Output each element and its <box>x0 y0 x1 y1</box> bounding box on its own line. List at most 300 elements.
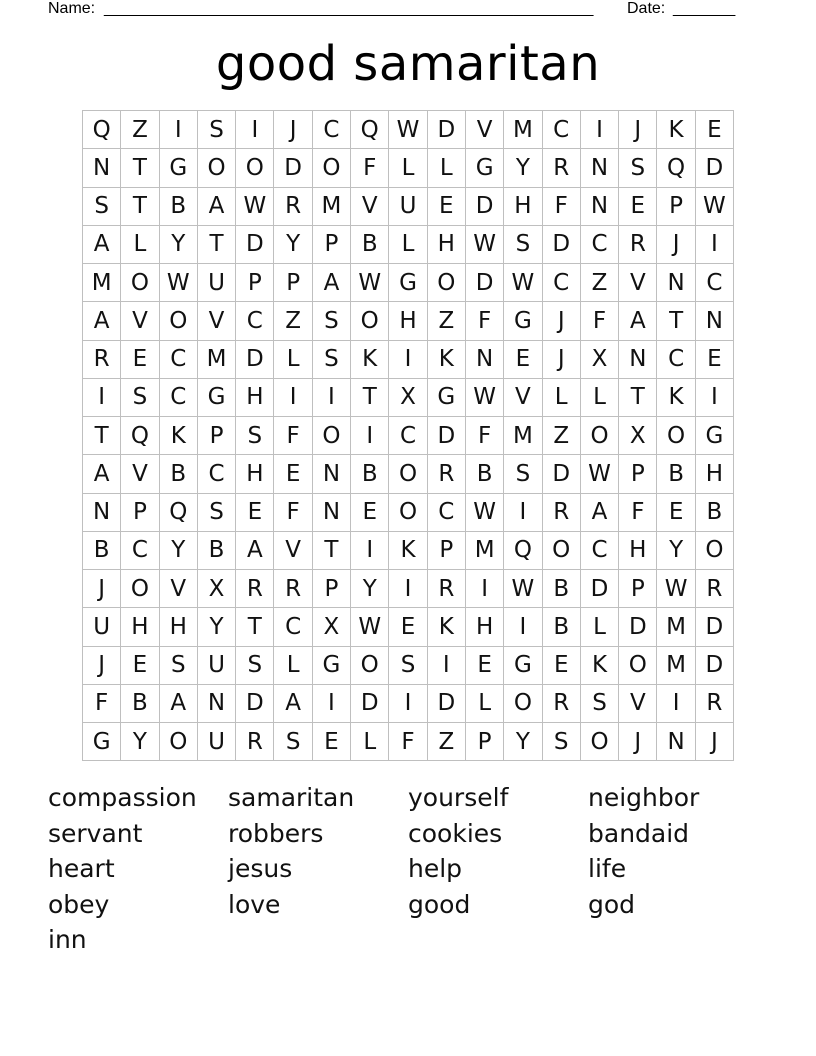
grid-cell[interactable]: W <box>466 494 504 532</box>
grid-cell[interactable]: E <box>657 494 695 532</box>
grid-cell[interactable]: V <box>198 302 236 340</box>
grid-cell[interactable]: L <box>274 341 312 379</box>
grid-cell[interactable]: F <box>619 494 657 532</box>
grid-cell[interactable]: R <box>543 494 581 532</box>
grid-cell[interactable]: Y <box>657 532 695 570</box>
grid-cell[interactable]: C <box>160 341 198 379</box>
grid-cell[interactable]: P <box>236 264 274 302</box>
grid-cell[interactable]: B <box>198 532 236 570</box>
grid-cell[interactable]: I <box>389 570 427 608</box>
grid-cell[interactable]: S <box>389 647 427 685</box>
grid-cell[interactable]: Z <box>121 111 159 149</box>
grid-cell[interactable]: W <box>351 264 389 302</box>
grid-cell[interactable]: N <box>466 341 504 379</box>
grid-cell[interactable]: I <box>351 532 389 570</box>
grid-cell[interactable]: L <box>389 149 427 187</box>
grid-cell[interactable]: V <box>351 188 389 226</box>
grid-cell[interactable]: B <box>543 570 581 608</box>
grid-cell[interactable]: I <box>696 226 734 264</box>
grid-cell[interactable]: A <box>83 226 121 264</box>
grid-cell[interactable]: W <box>466 379 504 417</box>
grid-cell[interactable]: I <box>313 379 351 417</box>
grid-cell[interactable]: B <box>351 455 389 493</box>
grid-cell[interactable]: H <box>121 608 159 646</box>
grid-cell[interactable]: F <box>274 417 312 455</box>
grid-cell[interactable]: E <box>696 111 734 149</box>
grid-cell[interactable]: M <box>198 341 236 379</box>
grid-cell[interactable]: O <box>313 417 351 455</box>
grid-cell[interactable]: W <box>696 188 734 226</box>
grid-cell[interactable]: M <box>504 417 542 455</box>
grid-cell[interactable]: S <box>504 455 542 493</box>
grid-cell[interactable]: N <box>696 302 734 340</box>
grid-cell[interactable]: I <box>657 685 695 723</box>
grid-cell[interactable]: V <box>160 570 198 608</box>
grid-cell[interactable]: P <box>619 570 657 608</box>
grid-cell[interactable]: D <box>619 608 657 646</box>
grid-cell[interactable]: T <box>121 188 159 226</box>
grid-cell[interactable]: A <box>274 685 312 723</box>
grid-cell[interactable]: Y <box>351 570 389 608</box>
grid-cell[interactable]: V <box>619 264 657 302</box>
grid-cell[interactable]: C <box>236 302 274 340</box>
grid-cell[interactable]: V <box>121 302 159 340</box>
grid-cell[interactable]: O <box>581 723 619 761</box>
grid-cell[interactable]: U <box>198 647 236 685</box>
grid-cell[interactable]: R <box>543 685 581 723</box>
grid-cell[interactable]: V <box>504 379 542 417</box>
grid-cell[interactable]: U <box>198 723 236 761</box>
grid-cell[interactable]: P <box>428 532 466 570</box>
grid-cell[interactable]: D <box>351 685 389 723</box>
grid-cell[interactable]: Y <box>504 149 542 187</box>
grid-cell[interactable]: C <box>121 532 159 570</box>
grid-cell[interactable]: D <box>428 111 466 149</box>
grid-cell[interactable]: A <box>160 685 198 723</box>
grid-cell[interactable]: H <box>236 455 274 493</box>
grid-cell[interactable]: L <box>581 608 619 646</box>
grid-cell[interactable]: Q <box>657 149 695 187</box>
grid-cell[interactable]: L <box>351 723 389 761</box>
grid-cell[interactable]: L <box>428 149 466 187</box>
grid-cell[interactable]: S <box>504 226 542 264</box>
grid-cell[interactable]: P <box>657 188 695 226</box>
grid-cell[interactable]: H <box>466 608 504 646</box>
grid-cell[interactable]: R <box>236 723 274 761</box>
grid-cell[interactable]: Y <box>274 226 312 264</box>
grid-cell[interactable]: R <box>236 570 274 608</box>
grid-cell[interactable]: O <box>657 417 695 455</box>
grid-cell[interactable]: O <box>351 302 389 340</box>
grid-cell[interactable]: R <box>274 570 312 608</box>
grid-cell[interactable]: Y <box>198 608 236 646</box>
grid-cell[interactable]: C <box>274 608 312 646</box>
grid-cell[interactable]: T <box>236 608 274 646</box>
grid-cell[interactable]: X <box>389 379 427 417</box>
grid-cell[interactable]: Y <box>160 226 198 264</box>
grid-cell[interactable]: C <box>428 494 466 532</box>
grid-cell[interactable]: T <box>83 417 121 455</box>
grid-cell[interactable]: X <box>619 417 657 455</box>
grid-cell[interactable]: D <box>696 608 734 646</box>
grid-cell[interactable]: W <box>351 608 389 646</box>
grid-cell[interactable]: X <box>198 570 236 608</box>
grid-cell[interactable]: A <box>198 188 236 226</box>
grid-cell[interactable]: G <box>198 379 236 417</box>
grid-cell[interactable]: J <box>274 111 312 149</box>
grid-cell[interactable]: D <box>466 264 504 302</box>
grid-cell[interactable]: S <box>121 379 159 417</box>
grid-cell[interactable]: F <box>466 417 504 455</box>
grid-cell[interactable]: P <box>121 494 159 532</box>
grid-cell[interactable]: I <box>389 685 427 723</box>
grid-cell[interactable]: Z <box>428 723 466 761</box>
grid-cell[interactable]: A <box>83 455 121 493</box>
grid-cell[interactable]: I <box>581 111 619 149</box>
word-bank-item: heart <box>48 854 115 883</box>
grid-cell[interactable]: W <box>657 570 695 608</box>
grid-cell[interactable]: E <box>313 723 351 761</box>
grid-cell[interactable]: K <box>657 111 695 149</box>
grid-cell[interactable]: D <box>236 226 274 264</box>
grid-cell[interactable]: B <box>543 608 581 646</box>
grid-cell[interactable]: E <box>121 341 159 379</box>
grid-cell[interactable]: O <box>198 149 236 187</box>
grid-cell[interactable]: F <box>351 149 389 187</box>
grid-cell[interactable]: W <box>160 264 198 302</box>
grid-cell[interactable]: L <box>389 226 427 264</box>
grid-cell[interactable]: T <box>657 302 695 340</box>
grid-cell[interactable]: C <box>160 379 198 417</box>
grid-cell[interactable]: O <box>696 532 734 570</box>
grid-cell[interactable]: S <box>543 723 581 761</box>
grid-cell[interactable]: L <box>121 226 159 264</box>
grid-cell[interactable]: S <box>581 685 619 723</box>
grid-cell[interactable]: H <box>236 379 274 417</box>
grid-cell[interactable]: M <box>466 532 504 570</box>
grid-cell[interactable]: P <box>274 264 312 302</box>
grid-cell[interactable]: D <box>274 149 312 187</box>
grid-cell[interactable]: C <box>581 226 619 264</box>
grid-cell[interactable]: E <box>428 188 466 226</box>
grid-cell[interactable]: S <box>619 149 657 187</box>
grid-cell[interactable]: H <box>619 532 657 570</box>
grid-cell[interactable]: S <box>236 647 274 685</box>
grid-cell[interactable]: Z <box>274 302 312 340</box>
grid-cell[interactable]: E <box>619 188 657 226</box>
grid-cell[interactable]: C <box>581 532 619 570</box>
grid-cell[interactable]: Q <box>351 111 389 149</box>
grid-cell[interactable]: B <box>83 532 121 570</box>
grid-cell[interactable]: T <box>198 226 236 264</box>
grid-cell[interactable]: O <box>121 570 159 608</box>
grid-cell[interactable]: M <box>504 111 542 149</box>
grid-cell[interactable]: H <box>696 455 734 493</box>
grid-cell[interactable]: C <box>657 341 695 379</box>
grid-cell[interactable]: D <box>466 188 504 226</box>
word-bank-item: robbers <box>228 818 324 848</box>
grid-cell[interactable]: O <box>428 264 466 302</box>
grid-cell[interactable]: S <box>198 494 236 532</box>
grid-cell[interactable]: C <box>696 264 734 302</box>
grid-cell[interactable]: R <box>428 455 466 493</box>
grid-cell[interactable]: I <box>351 417 389 455</box>
grid-cell[interactable]: I <box>504 494 542 532</box>
grid-cell[interactable]: L <box>581 379 619 417</box>
grid-row <box>83 494 734 532</box>
grid-cell[interactable]: O <box>160 723 198 761</box>
grid-cell[interactable]: X <box>313 608 351 646</box>
date-field[interactable]: _______ <box>673 0 736 17</box>
grid-cell[interactable]: R <box>543 149 581 187</box>
grid-cell[interactable]: J <box>83 647 121 685</box>
grid-cell[interactable]: P <box>313 226 351 264</box>
grid-cell[interactable]: P <box>198 417 236 455</box>
grid-cell[interactable]: J <box>619 723 657 761</box>
grid-cell[interactable]: L <box>543 379 581 417</box>
grid-cell[interactable]: F <box>274 494 312 532</box>
grid-cell[interactable]: M <box>657 647 695 685</box>
grid-cell[interactable]: T <box>121 149 159 187</box>
grid-cell[interactable]: O <box>121 264 159 302</box>
grid-cell[interactable]: A <box>619 302 657 340</box>
grid-cell[interactable]: S <box>313 302 351 340</box>
grid-cell[interactable]: B <box>696 494 734 532</box>
grid-cell[interactable]: B <box>466 455 504 493</box>
grid-cell[interactable]: D <box>696 647 734 685</box>
grid-cell[interactable]: N <box>313 494 351 532</box>
grid-cell[interactable]: O <box>619 647 657 685</box>
grid-cell[interactable]: N <box>83 149 121 187</box>
grid-cell[interactable]: B <box>121 685 159 723</box>
grid-cell[interactable]: L <box>466 685 504 723</box>
grid-cell[interactable]: N <box>581 188 619 226</box>
grid-cell[interactable]: A <box>313 264 351 302</box>
grid-cell[interactable]: J <box>543 302 581 340</box>
grid-cell[interactable]: S <box>313 341 351 379</box>
grid-cell[interactable]: E <box>543 647 581 685</box>
grid-cell[interactable]: H <box>389 302 427 340</box>
grid-cell[interactable]: P <box>466 723 504 761</box>
grid-cell[interactable]: K <box>389 532 427 570</box>
grid-cell[interactable]: V <box>619 685 657 723</box>
grid-cell[interactable]: H <box>504 188 542 226</box>
grid-cell[interactable]: G <box>504 647 542 685</box>
grid-cell[interactable]: D <box>428 685 466 723</box>
grid-cell[interactable]: O <box>543 532 581 570</box>
grid-cell[interactable]: I <box>83 379 121 417</box>
grid-cell[interactable]: R <box>619 226 657 264</box>
grid-cell[interactable]: C <box>543 264 581 302</box>
grid-cell[interactable]: S <box>198 111 236 149</box>
grid-cell[interactable]: D <box>236 685 274 723</box>
grid-cell[interactable]: P <box>619 455 657 493</box>
grid-cell[interactable]: K <box>428 608 466 646</box>
grid-cell[interactable]: J <box>83 570 121 608</box>
grid-cell[interactable]: G <box>696 417 734 455</box>
grid-cell[interactable]: I <box>313 685 351 723</box>
grid-cell[interactable]: G <box>83 723 121 761</box>
grid-cell[interactable]: I <box>389 341 427 379</box>
grid-cell[interactable]: B <box>351 226 389 264</box>
grid-cell[interactable]: I <box>160 111 198 149</box>
grid-cell[interactable]: J <box>543 341 581 379</box>
grid-cell[interactable]: O <box>581 417 619 455</box>
grid-cell[interactable]: M <box>83 264 121 302</box>
grid-cell[interactable]: C <box>198 455 236 493</box>
grid-cell[interactable]: S <box>274 723 312 761</box>
grid-cell[interactable]: R <box>428 570 466 608</box>
grid-cell[interactable]: I <box>236 111 274 149</box>
grid-cell[interactable]: F <box>389 723 427 761</box>
grid-cell[interactable]: O <box>160 302 198 340</box>
grid-cell[interactable]: W <box>504 264 542 302</box>
grid-cell[interactable]: R <box>274 188 312 226</box>
grid-cell[interactable]: G <box>389 264 427 302</box>
grid-cell[interactable]: C <box>543 111 581 149</box>
grid-cell[interactable]: D <box>696 149 734 187</box>
grid-cell[interactable]: O <box>389 494 427 532</box>
grid-cell[interactable]: Z <box>581 264 619 302</box>
grid-cell[interactable]: D <box>581 570 619 608</box>
grid-cell[interactable]: B <box>657 455 695 493</box>
grid-cell[interactable]: M <box>313 188 351 226</box>
grid-cell[interactable]: Z <box>543 417 581 455</box>
grid-cell[interactable]: J <box>696 723 734 761</box>
grid-cell[interactable]: G <box>313 647 351 685</box>
grid-cell[interactable]: T <box>351 379 389 417</box>
grid-cell[interactable]: K <box>581 647 619 685</box>
grid-cell[interactable]: Z <box>428 302 466 340</box>
grid-cell[interactable]: Q <box>160 494 198 532</box>
grid-cell[interactable]: C <box>313 111 351 149</box>
grid-cell[interactable]: K <box>351 341 389 379</box>
grid-cell[interactable]: F <box>466 302 504 340</box>
grid-cell[interactable]: E <box>351 494 389 532</box>
grid-cell[interactable]: T <box>619 379 657 417</box>
grid-cell[interactable]: D <box>236 341 274 379</box>
grid-cell[interactable]: B <box>160 188 198 226</box>
word-bank-item: help <box>408 854 463 883</box>
grid-cell[interactable]: O <box>313 149 351 187</box>
grid-cell[interactable]: G <box>428 379 466 417</box>
grid-cell[interactable]: W <box>236 188 274 226</box>
grid-cell[interactable]: R <box>696 570 734 608</box>
grid-cell[interactable]: M <box>657 608 695 646</box>
grid-cell[interactable]: C <box>389 417 427 455</box>
grid-cell[interactable]: J <box>657 226 695 264</box>
grid-cell[interactable]: G <box>466 149 504 187</box>
grid-cell[interactable]: G <box>160 149 198 187</box>
grid-cell[interactable]: U <box>389 188 427 226</box>
grid-cell[interactable]: E <box>504 341 542 379</box>
grid-cell[interactable]: R <box>83 341 121 379</box>
grid-cell[interactable]: V <box>466 111 504 149</box>
grid-row <box>83 379 734 417</box>
letter-grid[interactable] <box>82 110 734 761</box>
grid-cell[interactable]: S <box>83 188 121 226</box>
grid-cell[interactable]: K <box>428 341 466 379</box>
grid-cell[interactable]: I <box>504 608 542 646</box>
grid-cell[interactable]: N <box>657 264 695 302</box>
grid-cell[interactable]: H <box>428 226 466 264</box>
grid-cell[interactable]: D <box>543 455 581 493</box>
grid-cell[interactable]: F <box>83 685 121 723</box>
grid-cell[interactable]: E <box>274 455 312 493</box>
grid-cell[interactable]: O <box>504 685 542 723</box>
grid-cell[interactable]: N <box>83 494 121 532</box>
grid-cell[interactable]: E <box>466 647 504 685</box>
grid-cell[interactable]: K <box>657 379 695 417</box>
grid-cell[interactable]: O <box>236 149 274 187</box>
grid-cell[interactable]: N <box>581 149 619 187</box>
word-bank-item: life <box>588 854 627 883</box>
grid-cell[interactable]: I <box>696 379 734 417</box>
grid-cell[interactable]: S <box>160 647 198 685</box>
grid-cell[interactable]: L <box>274 647 312 685</box>
grid-cell[interactable]: W <box>581 455 619 493</box>
grid-cell[interactable]: A <box>83 302 121 340</box>
grid-cell[interactable]: U <box>83 608 121 646</box>
grid-cell[interactable]: T <box>313 532 351 570</box>
grid-cell[interactable]: I <box>466 570 504 608</box>
grid-cell[interactable]: A <box>236 532 274 570</box>
grid-cell[interactable]: F <box>543 188 581 226</box>
grid-row <box>83 188 734 226</box>
grid-row <box>83 685 734 723</box>
grid-cell[interactable]: Y <box>504 723 542 761</box>
grid-cell[interactable]: Y <box>121 723 159 761</box>
grid-cell[interactable]: W <box>504 570 542 608</box>
grid-cell[interactable]: H <box>160 608 198 646</box>
grid-cell[interactable]: F <box>581 302 619 340</box>
grid-cell[interactable]: D <box>428 417 466 455</box>
grid-cell[interactable]: P <box>313 570 351 608</box>
grid-cell[interactable]: G <box>504 302 542 340</box>
grid-cell[interactable]: E <box>236 494 274 532</box>
grid-cell[interactable]: K <box>160 417 198 455</box>
grid-cell[interactable]: E <box>121 647 159 685</box>
grid-cell[interactable]: B <box>160 455 198 493</box>
grid-cell[interactable]: Q <box>504 532 542 570</box>
grid-cell[interactable]: O <box>351 647 389 685</box>
grid-cell[interactable]: E <box>696 341 734 379</box>
grid-cell[interactable]: U <box>198 264 236 302</box>
grid-cell[interactable]: Q <box>121 417 159 455</box>
grid-cell[interactable]: D <box>543 226 581 264</box>
grid-cell[interactable]: I <box>274 379 312 417</box>
grid-cell[interactable]: N <box>198 685 236 723</box>
grid-cell[interactable]: S <box>236 417 274 455</box>
grid-cell[interactable]: I <box>428 647 466 685</box>
grid-cell[interactable]: E <box>389 608 427 646</box>
grid-cell[interactable]: Q <box>83 111 121 149</box>
grid-cell[interactable]: Y <box>160 532 198 570</box>
grid-cell[interactable]: N <box>657 723 695 761</box>
grid-cell[interactable]: J <box>619 111 657 149</box>
grid-cell[interactable]: W <box>466 226 504 264</box>
grid-cell[interactable]: V <box>274 532 312 570</box>
grid-cell[interactable]: X <box>581 341 619 379</box>
grid-cell[interactable]: O <box>389 455 427 493</box>
grid-cell[interactable]: N <box>619 341 657 379</box>
grid-cell[interactable]: A <box>581 494 619 532</box>
grid-cell[interactable]: W <box>389 111 427 149</box>
grid-cell[interactable]: V <box>121 455 159 493</box>
grid-cell[interactable]: N <box>313 455 351 493</box>
name-field[interactable]: _______________________________________________________ <box>104 0 594 17</box>
grid-cell[interactable]: R <box>696 685 734 723</box>
